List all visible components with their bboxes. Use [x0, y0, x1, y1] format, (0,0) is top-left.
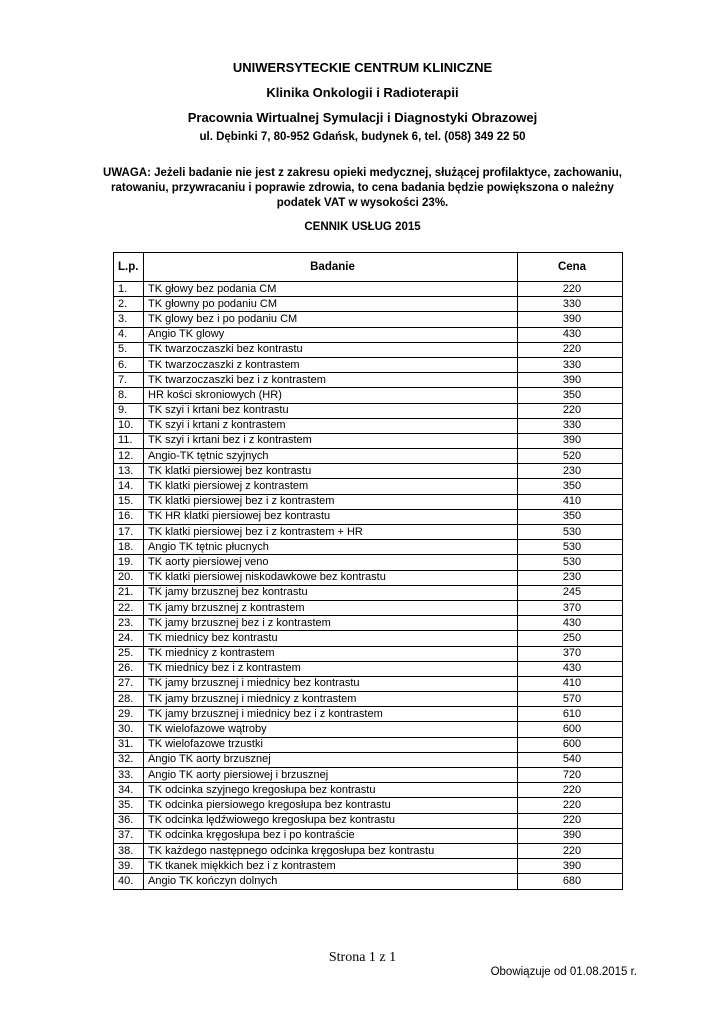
exam-name: Angio TK aorty brzusznej [144, 752, 518, 767]
exam-price: 390 [518, 373, 623, 388]
table-row [114, 342, 623, 357]
row-number: 21. [114, 585, 144, 600]
exam-name: TK klatki piersiowej bez i z kontrastem [144, 494, 518, 509]
table-row [114, 403, 623, 418]
table-row [114, 418, 623, 433]
row-number: 28. [114, 692, 144, 707]
exam-name: TK klatki piersiowej bez kontrastu [144, 464, 518, 479]
exam-name: TK wielofazowe wątroby [144, 722, 518, 737]
table-row [114, 783, 623, 798]
exam-price: 220 [518, 783, 623, 798]
institution-name: UNIWERSYTECKIE CENTRUM KLINICZNE [232, 60, 493, 75]
exam-price: 220 [518, 843, 623, 858]
exam-price: 390 [518, 828, 623, 843]
exam-name: TK aorty piersiowej veno [144, 555, 518, 570]
table-row [114, 752, 623, 767]
exam-name: TK jamy brzusznej i miednicy bez kontrastu [144, 676, 518, 691]
exam-name: TK miednicy z kontrastem [144, 646, 518, 661]
exam-name: TK tkanek miękkich bez i z kontrastem [144, 859, 518, 874]
exam-name: Angio TK glowy [144, 327, 518, 342]
table-row [114, 828, 623, 843]
table-row [114, 570, 623, 585]
table-row [114, 676, 623, 691]
exam-name: TK jamy brzusznej bez kontrastu [144, 585, 518, 600]
exam-name: TK miednicy bez i z kontrastem [144, 661, 518, 676]
row-number: 20. [114, 570, 144, 585]
table-row [114, 555, 623, 570]
row-number: 24. [114, 631, 144, 646]
price-table [113, 252, 623, 890]
table-row [114, 722, 623, 737]
exam-name: TK klatki piersiowej niskodawkowe bez kontrastu [144, 570, 518, 585]
price-list-title: CENNIK USŁUG 2015 [304, 221, 421, 233]
exam-price: 600 [518, 737, 623, 752]
row-number: 37. [114, 828, 144, 843]
exam-name: Angio TK tętnic płucnych [144, 540, 518, 555]
exam-price: 220 [518, 798, 623, 813]
exam-name: TK jamy brzusznej i miednicy z kontrastem [144, 692, 518, 707]
table-row [114, 843, 623, 858]
table-row [114, 646, 623, 661]
exam-price: 330 [518, 418, 623, 433]
row-number: 33. [114, 768, 144, 783]
row-number: 25. [114, 646, 144, 661]
row-number: 8. [114, 388, 144, 403]
exam-price: 430 [518, 661, 623, 676]
table-row [114, 707, 623, 722]
exam-name: TK głowny po podaniu CM [144, 297, 518, 312]
exam-name: TK jamy brzusznej i miednicy bez i z kontrastem [144, 707, 518, 722]
table-row [114, 312, 623, 327]
table-row [114, 859, 623, 874]
table-row [114, 631, 623, 646]
row-number: 30. [114, 722, 144, 737]
exam-name: TK jamy brzusznej z kontrastem [144, 600, 518, 615]
exam-price: 230 [518, 570, 623, 585]
exam-name: TK głowy bez podania CM [144, 282, 518, 297]
page-number: Strona 1 z 1 [328, 950, 397, 965]
table-row [114, 692, 623, 707]
exam-name: Angio TK aorty piersiowej i brzusznej [144, 768, 518, 783]
table-row [114, 525, 623, 540]
table-row [114, 874, 623, 889]
table-row [114, 357, 623, 372]
exam-price: 600 [518, 722, 623, 737]
department-name: Pracownia Wirtualnej Symulacji i Diagnostyki Obrazowej [187, 110, 538, 125]
column-header-cena: Cena [518, 253, 623, 282]
row-number: 13. [114, 464, 144, 479]
exam-name: TK miednicy bez kontrastu [144, 631, 518, 646]
exam-name: Angio TK kończyn dolnych [144, 874, 518, 889]
row-number: 1. [114, 282, 144, 297]
exam-name: TK twarzoczaszki z kontrastem [144, 357, 518, 372]
exam-price: 680 [518, 874, 623, 889]
exam-price: 370 [518, 646, 623, 661]
exam-price: 220 [518, 282, 623, 297]
row-number: 36. [114, 813, 144, 828]
exam-price: 610 [518, 707, 623, 722]
exam-price: 390 [518, 859, 623, 874]
table-row [114, 813, 623, 828]
exam-name: TK glowy bez i po podaniu CM [144, 312, 518, 327]
row-number: 2. [114, 297, 144, 312]
exam-name: TK szyi i krtani z kontrastem [144, 418, 518, 433]
address-line: ul. Dębinki 7, 80-952 Gdańsk, budynek 6, tel. (058) 349 22 50 [199, 131, 526, 143]
table-row [114, 464, 623, 479]
exam-price: 720 [518, 768, 623, 783]
exam-name: TK szyi i krtani bez kontrastu [144, 403, 518, 418]
exam-name: TK szyi i krtani bez i z kontrastem [144, 433, 518, 448]
table-row [114, 616, 623, 631]
exam-price: 520 [518, 449, 623, 464]
exam-name: TK każdego następnego odcinka kręgosłupa bez kontrastu [144, 843, 518, 858]
table-header-row [114, 253, 623, 282]
row-number: 38. [114, 843, 144, 858]
exam-name: TK klatki piersiowej z kontrastem [144, 479, 518, 494]
exam-name: TK jamy brzusznej bez i z kontrastem [144, 616, 518, 631]
exam-price: 530 [518, 525, 623, 540]
table-row [114, 768, 623, 783]
exam-price: 350 [518, 509, 623, 524]
row-number: 9. [114, 403, 144, 418]
row-number: 7. [114, 373, 144, 388]
exam-price: 390 [518, 312, 623, 327]
row-number: 29. [114, 707, 144, 722]
table-row [114, 798, 623, 813]
table-row [114, 585, 623, 600]
table-row [114, 479, 623, 494]
row-number: 22. [114, 600, 144, 615]
exam-name: HR kości skroniowych (HR) [144, 388, 518, 403]
table-row [114, 600, 623, 615]
row-number: 18. [114, 540, 144, 555]
exam-price: 530 [518, 555, 623, 570]
exam-price: 350 [518, 388, 623, 403]
row-number: 32. [114, 752, 144, 767]
exam-name: Angio-TK tętnic szyjnych [144, 449, 518, 464]
exam-name: TK wielofazowe trzustki [144, 737, 518, 752]
row-number: 31. [114, 737, 144, 752]
row-number: 15. [114, 494, 144, 509]
exam-name: TK klatki piersiowej bez i z kontrastem + HR [144, 525, 518, 540]
exam-name: TK odcinka piersiowego kregosłupa bez kontrastu [144, 798, 518, 813]
table-row [114, 494, 623, 509]
row-number: 5. [114, 342, 144, 357]
exam-price: 250 [518, 631, 623, 646]
exam-price: 570 [518, 692, 623, 707]
clinic-name: Klinika Onkologii i Radioterapii [266, 85, 459, 100]
exam-price: 230 [518, 464, 623, 479]
table-row [114, 373, 623, 388]
exam-price: 330 [518, 357, 623, 372]
table-row [114, 661, 623, 676]
exam-name: TK odcinka szyjnego kregosłupa bez kontrastu [144, 783, 518, 798]
exam-price: 410 [518, 676, 623, 691]
table-row [114, 433, 623, 448]
exam-price: 220 [518, 403, 623, 418]
row-number: 39. [114, 859, 144, 874]
row-number: 40. [114, 874, 144, 889]
exam-price: 530 [518, 540, 623, 555]
row-number: 4. [114, 327, 144, 342]
row-number: 16. [114, 509, 144, 524]
row-number: 14. [114, 479, 144, 494]
exam-price: 540 [518, 752, 623, 767]
row-number: 19. [114, 555, 144, 570]
row-number: 3. [114, 312, 144, 327]
exam-price: 245 [518, 585, 623, 600]
row-number: 10. [114, 418, 144, 433]
vat-notice: UWAGA: Jeżeli badanie nie jest z zakresu opieki medycznej, służącej profilaktyce, zachowaniu, ratowaniu, przywracaniu i poprawie zdrowia, to cena badania będzie powiększona o należny podatek VAT w wysokości 23%. [103, 167, 622, 209]
valid-from-date: Obowiązuje od 01.08.2015 r. [490, 966, 637, 978]
row-number: 34. [114, 783, 144, 798]
column-header-badanie: Badanie [144, 253, 518, 282]
row-number: 35. [114, 798, 144, 813]
row-number: 12. [114, 449, 144, 464]
table-row [114, 449, 623, 464]
table-row [114, 297, 623, 312]
exam-price: 220 [518, 813, 623, 828]
exam-price: 220 [518, 342, 623, 357]
table-row [114, 388, 623, 403]
exam-price: 370 [518, 600, 623, 615]
row-number: 6. [114, 357, 144, 372]
exam-price: 430 [518, 327, 623, 342]
exam-name: TK odcinka kręgosłupa bez i po kontraście [144, 828, 518, 843]
exam-price: 350 [518, 479, 623, 494]
table-row [114, 540, 623, 555]
row-number: 11. [114, 433, 144, 448]
column-header-lp: L.p. [114, 253, 144, 282]
exam-price: 430 [518, 616, 623, 631]
row-number: 27. [114, 676, 144, 691]
row-number: 17. [114, 525, 144, 540]
table-row [114, 282, 623, 297]
exam-name: TK twarzoczaszki bez kontrastu [144, 342, 518, 357]
table-row [114, 509, 623, 524]
table-row [114, 327, 623, 342]
exam-price: 330 [518, 297, 623, 312]
row-number: 23. [114, 616, 144, 631]
row-number: 26. [114, 661, 144, 676]
exam-name: TK twarzoczaszki bez i z kontrastem [144, 373, 518, 388]
exam-name: TK HR klatki piersiowej bez kontrastu [144, 509, 518, 524]
exam-price: 410 [518, 494, 623, 509]
table-row [114, 737, 623, 752]
exam-name: TK odcinka lędźwiowego kregosłupa bez kontrastu [144, 813, 518, 828]
exam-price: 390 [518, 433, 623, 448]
